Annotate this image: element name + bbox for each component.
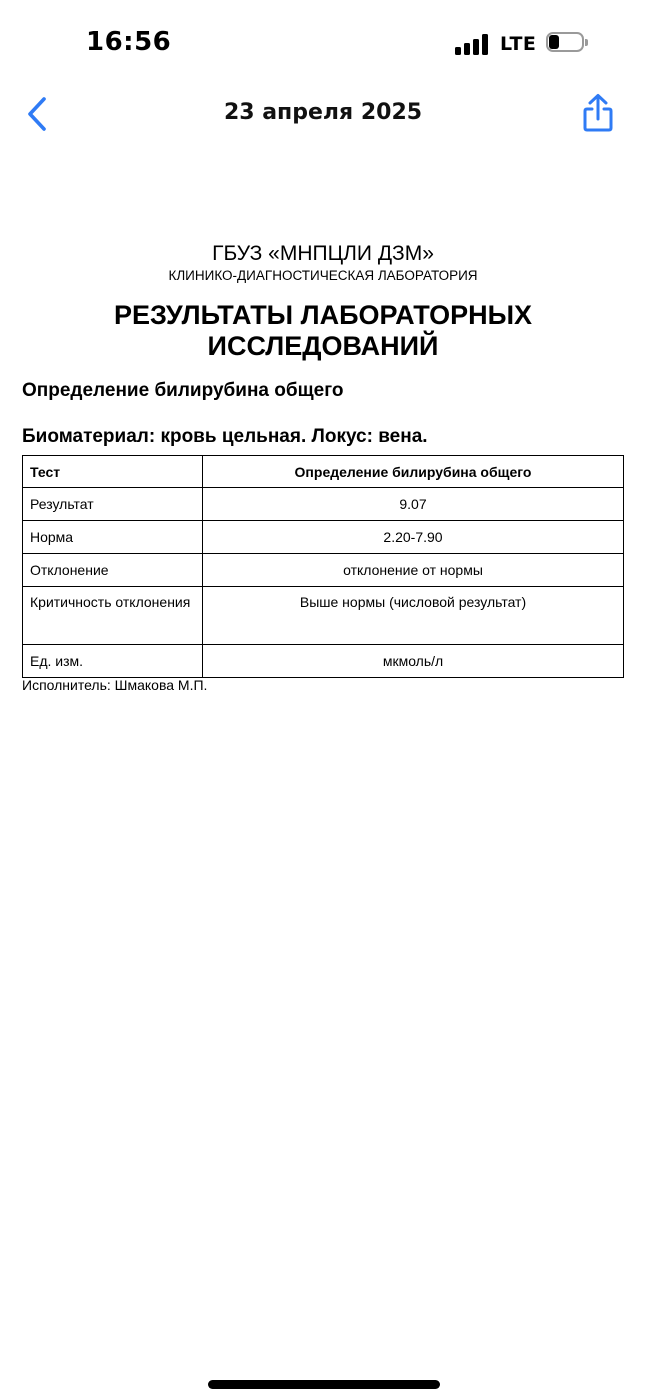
document-title-line-2: ИССЛЕДОВАНИЙ xyxy=(207,331,439,361)
document-title xyxy=(22,300,624,362)
row-value: 9.07 xyxy=(203,488,624,521)
row-value: отклонение от нормы xyxy=(203,554,624,587)
performer-name: Исполнитель: Шмакова М.П. xyxy=(22,677,208,693)
table-row xyxy=(23,645,624,678)
row-value: 2.20-7.90 xyxy=(203,521,624,554)
navigation-bar xyxy=(0,80,646,150)
signal-strength-icon xyxy=(455,33,489,55)
network-type: LTE xyxy=(500,33,537,55)
nav-title: 23 апреля 2025 xyxy=(223,100,423,125)
status-time: 16:56 xyxy=(86,27,172,57)
row-value: мкмоль/л xyxy=(203,645,624,678)
table-row xyxy=(23,521,624,554)
document-title-line-1: РЕЗУЛЬТАТЫ ЛАБОРАТОРНЫХ xyxy=(113,300,533,330)
laboratory-name: КЛИНИКО-ДИАГНОСТИЧЕСКАЯ ЛАБОРАТОРИЯ xyxy=(168,268,478,283)
row-label: Отклонение xyxy=(23,554,203,587)
table-header-value: Определение билирубина общего xyxy=(203,456,624,488)
battery-icon xyxy=(546,32,588,54)
row-label: Критичность отклонения xyxy=(23,587,203,645)
table-header-row xyxy=(23,456,624,488)
home-indicator[interactable] xyxy=(208,1380,440,1389)
row-value: Выше нормы (числовой результат) xyxy=(203,587,624,645)
test-name-heading: Определение билирубина общего xyxy=(22,380,344,401)
table-row xyxy=(23,488,624,521)
biomaterial-heading: Биоматериал: кровь цельная. Локус: вена. xyxy=(22,426,428,447)
share-button[interactable] xyxy=(580,92,616,134)
share-icon xyxy=(580,92,616,134)
row-label: Норма xyxy=(23,521,203,554)
table-row xyxy=(23,587,624,645)
status-bar xyxy=(0,0,646,80)
table-row xyxy=(23,554,624,587)
row-label: Ед. изм. xyxy=(23,645,203,678)
table-header-label: Тест xyxy=(23,456,203,488)
organization-name: ГБУЗ «МНПЦЛИ ДЗМ» xyxy=(212,242,434,265)
results-table xyxy=(22,455,624,678)
row-label: Результат xyxy=(23,488,203,521)
